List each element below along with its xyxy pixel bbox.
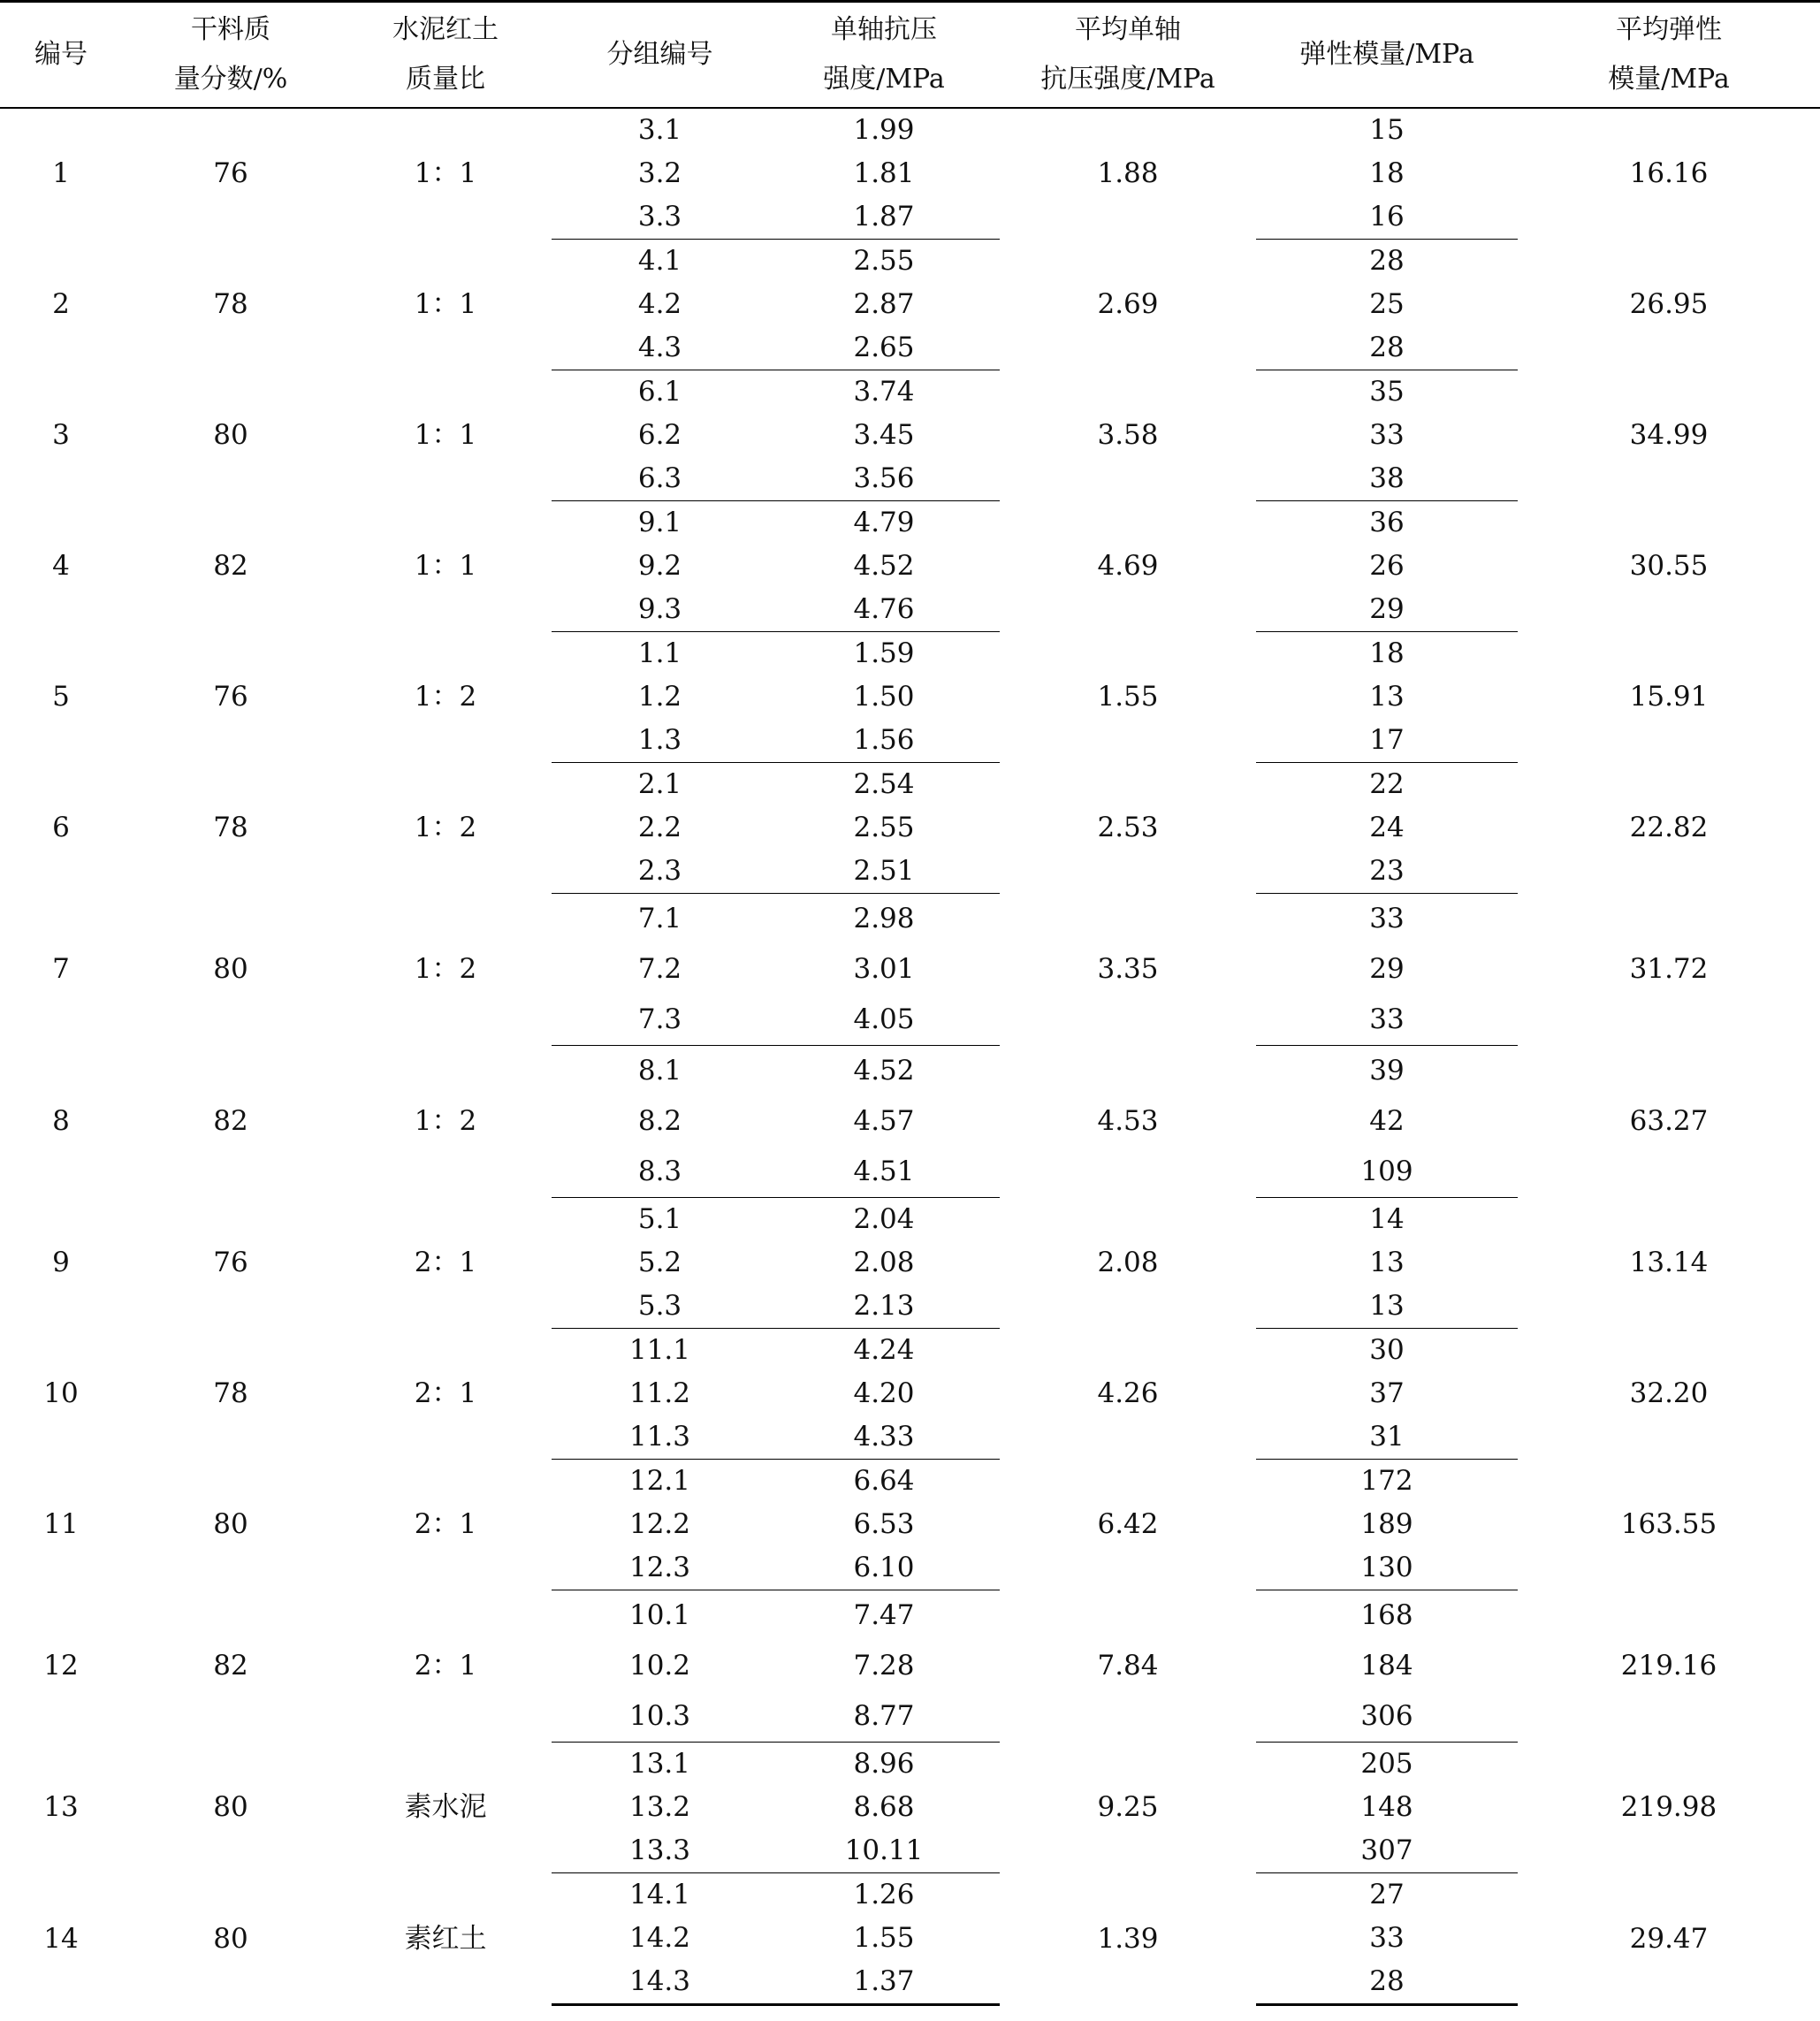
- cell-avg-strength: 4.26: [1097, 1377, 1159, 1409]
- cell-avg-modulus: 13.14: [1629, 1247, 1709, 1278]
- cell-modulus: 18: [1369, 157, 1405, 189]
- cell-ratio: 1：2: [414, 812, 477, 843]
- cell-ratio: 1：2: [414, 681, 477, 713]
- cell-subgroup: 9.2: [637, 550, 682, 582]
- cell-modulus: 14: [1369, 1203, 1405, 1235]
- cell-modulus: 37: [1369, 1377, 1405, 1409]
- cell-avg-strength: 9.25: [1097, 1791, 1159, 1823]
- cell-strength: 1.26: [853, 1879, 915, 1910]
- cell-id: 7: [52, 953, 70, 985]
- cell-subgroup: 12.3: [552, 1546, 768, 1590]
- cell-subgroup: 5.1: [637, 1203, 682, 1235]
- cell-avg-modulus: 63.27: [1629, 1105, 1709, 1137]
- cell-strength: 2.98: [853, 903, 915, 934]
- cell-strength: 1.99: [853, 114, 915, 146]
- cell-modulus: 109: [1256, 1147, 1518, 1198]
- table-row: [0, 1198, 1820, 1242]
- cell-modulus: 13: [1369, 681, 1405, 713]
- cell-avg-modulus: 219.98: [1620, 1791, 1717, 1823]
- cell-modulus: 17: [1256, 719, 1518, 763]
- cell-dry-fraction: 80: [213, 1791, 248, 1823]
- cell-avg-strength: 2.53: [1097, 812, 1159, 843]
- cell-strength: 1.59: [853, 637, 915, 669]
- cell-strength: 2.04: [853, 1203, 915, 1235]
- cell-strength: 10.11: [768, 1829, 1000, 1873]
- cell-id: 9: [52, 1247, 70, 1278]
- header-cell: [552, 2, 768, 109]
- cell-strength: 2.13: [768, 1285, 1000, 1329]
- cell-ratio: 2：1: [414, 1247, 477, 1278]
- cell-ratio: 1：2: [414, 953, 477, 985]
- header-cell: [122, 2, 339, 109]
- table-row: [0, 1743, 1820, 1787]
- cell-modulus: 13: [1369, 1247, 1405, 1278]
- cell-avg-strength: 1.39: [1097, 1922, 1159, 1955]
- cell-subgroup: 11.1: [628, 1334, 691, 1366]
- cell-strength: 2.51: [768, 850, 1000, 894]
- cell-id: 2: [52, 288, 70, 320]
- cell-ratio: 素红土: [404, 1922, 487, 1955]
- cell-subgroup: 4.1: [637, 245, 682, 277]
- cell-subgroup: 4.2: [637, 288, 682, 320]
- cell-subgroup: 7.3: [552, 995, 768, 1046]
- cell-strength: 8.68: [853, 1791, 915, 1823]
- cell-subgroup: 12.2: [628, 1508, 691, 1540]
- cell-strength: 3.01: [853, 953, 915, 985]
- table-row: [0, 1460, 1820, 1504]
- cell-strength: 4.33: [768, 1415, 1000, 1460]
- header-cell: [0, 2, 122, 109]
- cell-strength: 2.65: [768, 326, 1000, 370]
- cell-subgroup: 6.1: [637, 376, 682, 408]
- header-line: 弹性模量/MPa: [1299, 39, 1474, 70]
- header-cell: [1518, 2, 1820, 109]
- table-body: [0, 108, 1820, 2005]
- header-line: 量分数/%: [173, 64, 288, 95]
- cell-subgroup: 7.1: [637, 903, 682, 934]
- cell-subgroup: 13.1: [628, 1748, 691, 1780]
- cell-ratio: 2：1: [414, 1377, 477, 1409]
- cell-strength: 1.81: [853, 157, 915, 189]
- cell-modulus: 30: [1369, 1334, 1405, 1366]
- header-line: 编号: [34, 39, 88, 70]
- table-row: [0, 370, 1820, 415]
- header-line: 单轴抗压: [831, 14, 937, 45]
- cell-modulus: 205: [1360, 1748, 1413, 1780]
- cell-modulus: 29: [1256, 588, 1518, 632]
- cell-subgroup: 12.1: [628, 1465, 691, 1497]
- cell-subgroup: 11.3: [552, 1415, 768, 1460]
- cell-modulus: 35: [1369, 376, 1405, 408]
- cell-subgroup: 10.2: [628, 1650, 691, 1682]
- cell-modulus: 13: [1256, 1285, 1518, 1329]
- cell-modulus: 306: [1256, 1691, 1518, 1743]
- cell-subgroup: 2.1: [637, 768, 682, 800]
- table-row: [0, 1329, 1820, 1373]
- cell-avg-strength: 2.69: [1097, 288, 1159, 320]
- cell-modulus: 184: [1360, 1650, 1413, 1682]
- cell-subgroup: 6.2: [637, 419, 682, 451]
- cell-modulus: 22: [1369, 768, 1405, 800]
- table-row: [0, 1046, 1820, 1097]
- header-line: 质量比: [406, 64, 485, 95]
- cell-subgroup: 13.3: [552, 1829, 768, 1873]
- cell-avg-strength: 1.88: [1097, 157, 1159, 190]
- cell-modulus: 38: [1256, 457, 1518, 501]
- cell-subgroup: 5.3: [552, 1285, 768, 1329]
- cell-dry-fraction: 78: [213, 812, 248, 843]
- cell-modulus: 18: [1369, 637, 1405, 669]
- cell-strength: 4.52: [853, 550, 915, 582]
- table-row: [0, 763, 1820, 807]
- cell-avg-strength: 3.58: [1097, 419, 1159, 451]
- cell-strength: 3.45: [853, 419, 915, 451]
- cell-id: 5: [52, 681, 70, 713]
- cell-id: 6: [52, 812, 70, 843]
- cell-subgroup: 9.3: [552, 588, 768, 632]
- cell-subgroup: 8.3: [552, 1147, 768, 1198]
- cell-dry-fraction: 82: [213, 1650, 248, 1682]
- cell-strength: 4.05: [768, 995, 1000, 1046]
- header-line: 平均单轴: [1075, 14, 1181, 45]
- cell-subgroup: 1.2: [637, 681, 682, 713]
- cell-strength: 8.77: [768, 1691, 1000, 1743]
- header-cell: [339, 2, 552, 109]
- cell-ratio: 1：1: [414, 550, 477, 582]
- cell-strength: 3.74: [853, 376, 915, 408]
- cell-id: 14: [43, 1922, 79, 1955]
- header-cell: [768, 2, 1000, 109]
- cell-modulus: 42: [1369, 1105, 1405, 1137]
- cell-subgroup: 10.1: [628, 1599, 691, 1631]
- cell-subgroup: 8.2: [637, 1105, 682, 1137]
- cell-modulus: 130: [1256, 1546, 1518, 1590]
- cell-strength: 1.50: [853, 681, 915, 713]
- cell-subgroup: 2.3: [552, 850, 768, 894]
- cell-id: 1: [52, 157, 70, 190]
- cell-strength: 4.52: [853, 1055, 915, 1087]
- cell-subgroup: 13.2: [628, 1791, 691, 1823]
- cell-modulus: 25: [1369, 288, 1405, 320]
- cell-strength: 1.56: [768, 719, 1000, 763]
- cell-dry-fraction: 76: [213, 157, 248, 190]
- cell-strength: 2.08: [853, 1247, 915, 1278]
- cell-dry-fraction: 80: [213, 1508, 248, 1540]
- cell-avg-strength: 7.84: [1097, 1650, 1159, 1682]
- cell-avg-modulus: 26.95: [1629, 288, 1709, 320]
- cell-avg-modulus: 32.20: [1629, 1377, 1709, 1409]
- cell-avg-strength: 6.42: [1097, 1508, 1159, 1540]
- header-line: 干料质: [191, 14, 270, 45]
- header-line: 分组编号: [606, 39, 713, 70]
- cell-strength: 2.55: [853, 812, 915, 843]
- cell-subgroup: 1.3: [552, 719, 768, 763]
- cell-subgroup: 3.2: [637, 157, 682, 189]
- cell-avg-modulus: 16.16: [1629, 157, 1709, 190]
- cell-subgroup: 9.1: [637, 507, 682, 538]
- cell-modulus: 307: [1256, 1829, 1518, 1873]
- header-cell: [1256, 2, 1518, 109]
- cell-strength: 6.10: [768, 1546, 1000, 1590]
- cell-subgroup: 6.3: [552, 457, 768, 501]
- cell-strength: 7.28: [853, 1650, 915, 1682]
- cell-strength: 2.87: [853, 288, 915, 320]
- cell-ratio: 1：2: [414, 1105, 477, 1137]
- table-row: [0, 894, 1820, 945]
- cell-subgroup: 3.3: [552, 195, 768, 240]
- table-row: [0, 240, 1820, 284]
- header-line: 模量/MPa: [1608, 64, 1730, 95]
- cell-ratio: 素水泥: [404, 1791, 487, 1823]
- cell-avg-modulus: 29.47: [1629, 1922, 1709, 1955]
- cell-id: 12: [43, 1650, 79, 1682]
- cell-strength: 1.55: [853, 1922, 915, 1954]
- cell-avg-strength: 1.55: [1097, 681, 1159, 713]
- table-row: [0, 632, 1820, 676]
- cell-modulus: 28: [1256, 326, 1518, 370]
- cell-avg-modulus: 22.82: [1629, 812, 1709, 843]
- header-cell: [1000, 2, 1256, 109]
- cell-subgroup: 14.2: [628, 1922, 691, 1954]
- cell-subgroup: 11.2: [628, 1377, 691, 1409]
- cell-avg-modulus: 34.99: [1629, 419, 1709, 451]
- header-line: 强度/MPa: [823, 64, 945, 95]
- header-line: 平均弹性: [1616, 14, 1722, 45]
- cell-strength: 4.51: [768, 1147, 1000, 1198]
- cell-subgroup: 2.2: [637, 812, 682, 843]
- cell-strength: 3.56: [768, 457, 1000, 501]
- cell-ratio: 1：1: [414, 419, 477, 451]
- cell-subgroup: 3.1: [637, 114, 682, 146]
- cell-strength: 1.37: [768, 1960, 1000, 2005]
- cell-modulus: 23: [1256, 850, 1518, 894]
- cell-modulus: 16: [1256, 195, 1518, 240]
- cell-avg-strength: 4.53: [1097, 1105, 1159, 1137]
- cell-avg-modulus: 30.55: [1629, 550, 1709, 582]
- cell-modulus: 39: [1369, 1055, 1405, 1087]
- cell-strength: 2.55: [853, 245, 915, 277]
- cell-modulus: 33: [1256, 995, 1518, 1046]
- table-row: [0, 108, 1820, 152]
- cell-strength: 2.54: [853, 768, 915, 800]
- cell-modulus: 28: [1256, 1960, 1518, 2005]
- cell-strength: 8.96: [853, 1748, 915, 1780]
- cell-modulus: 24: [1369, 812, 1405, 843]
- cell-strength: 4.76: [768, 588, 1000, 632]
- cell-modulus: 31: [1256, 1415, 1518, 1460]
- table-row: [0, 1590, 1820, 1642]
- cell-modulus: 33: [1369, 903, 1405, 934]
- cell-modulus: 33: [1369, 1922, 1405, 1954]
- cell-subgroup: 1.1: [637, 637, 682, 669]
- cell-subgroup: 10.3: [552, 1691, 768, 1743]
- cell-strength: 4.57: [853, 1105, 915, 1137]
- cell-ratio: 2：1: [414, 1650, 477, 1682]
- cell-subgroup: 4.3: [552, 326, 768, 370]
- cell-avg-strength: 2.08: [1097, 1247, 1159, 1278]
- cell-subgroup: 14.3: [552, 1960, 768, 2005]
- header-line: 水泥红土: [392, 14, 499, 45]
- cell-id: 8: [52, 1105, 70, 1137]
- cell-modulus: 148: [1360, 1791, 1413, 1823]
- cell-modulus: 189: [1360, 1508, 1413, 1540]
- table-row: [0, 1873, 1820, 1918]
- table-header-row: [0, 2, 1820, 109]
- cell-dry-fraction: 80: [213, 1922, 248, 1955]
- cell-avg-strength: 4.69: [1097, 550, 1159, 582]
- cell-subgroup: 7.2: [637, 953, 682, 985]
- cell-dry-fraction: 78: [213, 1377, 248, 1409]
- cell-id: 11: [43, 1508, 79, 1540]
- cell-avg-strength: 3.35: [1097, 953, 1159, 985]
- cell-modulus: 33: [1369, 419, 1405, 451]
- cell-strength: 4.20: [853, 1377, 915, 1409]
- cell-dry-fraction: 80: [213, 419, 248, 451]
- cell-subgroup: 14.1: [628, 1879, 691, 1910]
- cell-dry-fraction: 82: [213, 550, 248, 582]
- cell-strength: 7.47: [853, 1599, 915, 1631]
- table-row: [0, 501, 1820, 545]
- cell-modulus: 172: [1360, 1465, 1413, 1497]
- cell-ratio: 2：1: [414, 1508, 477, 1540]
- cell-strength: 1.87: [768, 195, 1000, 240]
- cell-dry-fraction: 82: [213, 1105, 248, 1137]
- cell-modulus: 15: [1369, 114, 1405, 146]
- cell-strength: 4.79: [853, 507, 915, 538]
- cell-dry-fraction: 78: [213, 288, 248, 320]
- cell-id: 3: [52, 419, 70, 451]
- cell-strength: 4.24: [853, 1334, 915, 1366]
- cell-ratio: 1：1: [414, 288, 477, 320]
- cell-subgroup: 5.2: [637, 1247, 682, 1278]
- cell-dry-fraction: 76: [213, 681, 248, 713]
- cell-avg-modulus: 163.55: [1620, 1508, 1717, 1540]
- cell-dry-fraction: 80: [213, 953, 248, 985]
- cell-id: 10: [43, 1377, 79, 1409]
- cell-avg-modulus: 31.72: [1629, 953, 1709, 985]
- cell-id: 13: [43, 1791, 79, 1823]
- header-line: 抗压强度/MPa: [1040, 64, 1215, 95]
- cell-strength: 6.53: [853, 1508, 915, 1540]
- cell-modulus: 28: [1369, 245, 1405, 277]
- cell-modulus: 26: [1369, 550, 1405, 582]
- cell-modulus: 36: [1369, 507, 1405, 538]
- cell-modulus: 29: [1369, 953, 1405, 985]
- cell-strength: 6.64: [853, 1465, 915, 1497]
- cell-dry-fraction: 76: [213, 1247, 248, 1278]
- cell-modulus: 27: [1369, 1879, 1405, 1910]
- cell-subgroup: 8.1: [637, 1055, 682, 1087]
- cell-avg-modulus: 15.91: [1629, 681, 1709, 713]
- cell-ratio: 1：1: [414, 157, 477, 190]
- cell-id: 4: [52, 550, 70, 582]
- cell-modulus: 168: [1360, 1599, 1413, 1631]
- cell-avg-modulus: 219.16: [1620, 1650, 1717, 1682]
